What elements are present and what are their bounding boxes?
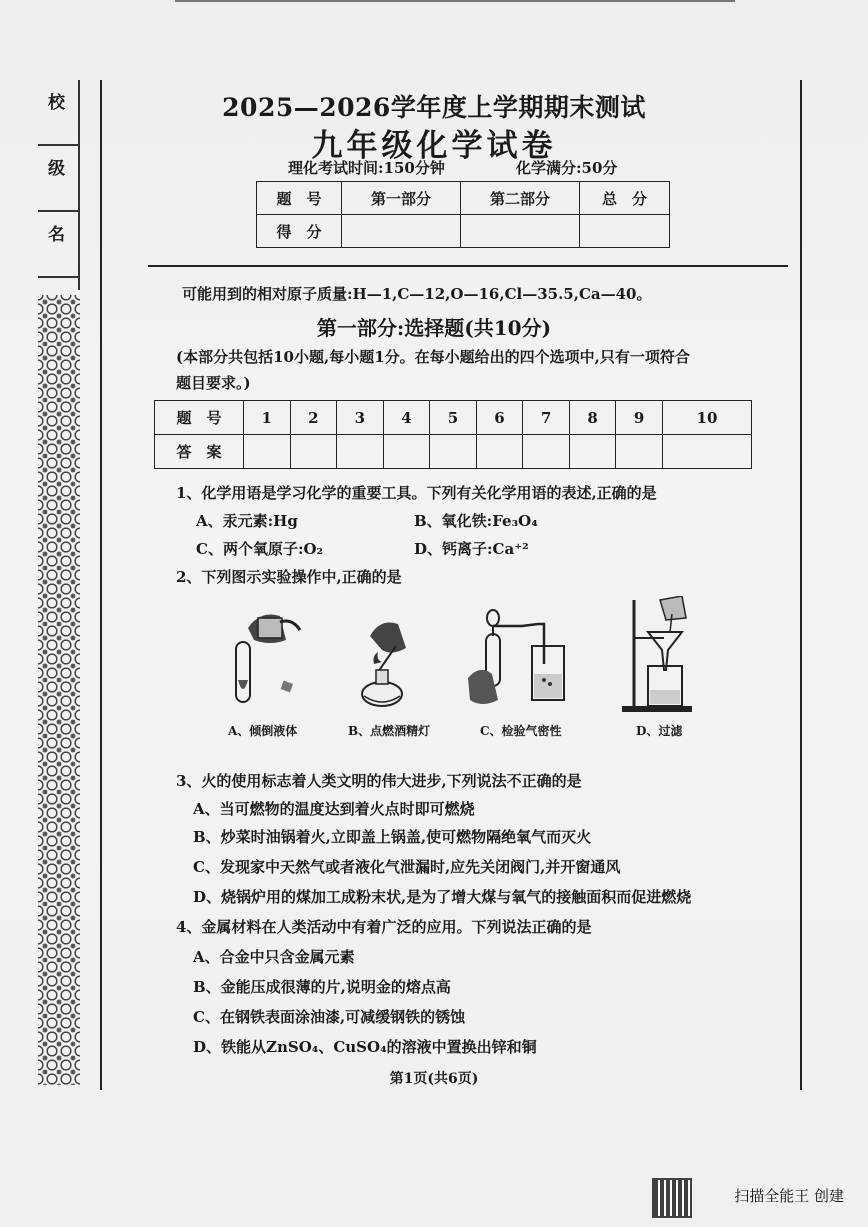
top-border [175,0,735,2]
filtration-illustration [620,596,710,716]
figure-caption-c: C、检验气密性 [480,724,562,738]
right-margin-line [800,80,802,1090]
question-number: 6 [476,401,523,435]
score-table-header: 题 号 [257,182,342,215]
exam-title-term: 2025—2026学年度上学期期末测试 [222,93,646,122]
answer-table-label: 答 案 [155,435,244,469]
question-4-option-c: C、在钢铁表面涂油漆,可减缓钢铁的锈蚀 [193,1008,466,1026]
score-cell[interactable] [342,215,461,248]
part1-instructions: 题目要求。) [176,374,251,392]
part1-title: 第一部分:选择题(共10分) [316,316,552,340]
question-3-stem: 3、火的使用标志着人类文明的伟大进步,下列说法不正确的是 [176,772,582,790]
question-2-stem: 2、下列图示实验操作中,正确的是 [176,568,402,586]
question-number: 2 [290,401,337,435]
question-number: 8 [569,401,616,435]
name-field[interactable]: 名 [38,212,80,278]
question-1-option-c: C、两个氧原子:O₂ [196,540,324,558]
answer-cell[interactable] [290,435,337,469]
question-4-stem: 4、金属材料在人类活动中有着广泛的应用。下列说法正确的是 [176,918,592,936]
question-number: 9 [616,401,663,435]
figure-caption-b: B、点燃酒精灯 [348,724,431,738]
question-3-option-d: D、烧锅炉用的煤加工成粉末状,是为了增大煤与氧气的接触面积而促进燃烧 [193,888,692,906]
question-1-option-a: A、汞元素:Hg [196,512,298,530]
score-table-header: 第一部分 [342,182,461,215]
full-score: 化学满分:50分 [516,159,618,177]
question-number: 5 [430,401,477,435]
answer-cell[interactable] [523,435,570,469]
score-cell[interactable] [580,215,670,248]
lighting-alcohol-lamp-illustration [352,612,432,716]
exam-title-subject: 九年级化学试卷 [311,128,557,164]
question-1-stem: 1、化学用语是学习化学的重要工具。下列有关化学用语的表述,正确的是 [176,484,657,502]
answer-cell[interactable] [616,435,663,469]
score-row-label: 得 分 [257,215,342,248]
answer-cell[interactable] [337,435,384,469]
gas-tightness-illustration [462,604,580,716]
question-3-option-c: C、发现家中天然气或者液化气泄漏时,应先关闭阀门,并开窗通风 [193,858,621,876]
part1-instructions: (本部分共包括10小题,每小题1分。在每小题给出的四个选项中,只有一项符合 [176,348,690,366]
score-table-header: 第二部分 [461,182,580,215]
answer-cell[interactable] [569,435,616,469]
atomic-masses: 可能用到的相对原子质量:H—1,C—12,O—16,Cl—35.5,Ca—40。 [182,285,652,303]
question-number: 7 [523,401,570,435]
figure-caption-a: A、倾倒液体 [228,724,298,738]
question-number: 10 [662,401,751,435]
question-number: 1 [244,401,291,435]
question-4-option-b: B、金能压成很薄的片,说明金的熔点高 [193,978,451,996]
scanner-watermark: 扫描全能王 创建 [734,1187,844,1205]
page-number: 第1页(共6页) [389,1071,479,1087]
question-3-option-a: A、当可燃物的温度达到着火点时即可燃烧 [193,800,475,818]
pouring-liquid-illustration [230,600,310,718]
left-margin-line [100,80,102,1090]
answer-cell[interactable] [383,435,430,469]
question-number: 3 [337,401,384,435]
figure-caption-d: D、过滤 [636,724,683,738]
score-table [256,181,670,248]
answer-table [154,400,752,469]
score-table-header: 总 分 [580,182,670,215]
class-field[interactable]: 级 [38,146,80,212]
question-4-option-d: D、铁能从ZnSO₄、CuSO₄的溶液中置换出锌和铜 [193,1038,537,1056]
answer-cell[interactable] [476,435,523,469]
section-divider [148,265,788,267]
answer-cell[interactable] [662,435,751,469]
question-1-option-b: B、氧化铁:Fe₃O₄ [414,512,538,530]
question-3-option-b: B、炒菜时油锅着火,立即盖上锅盖,使可燃物隔绝氧气而灭火 [193,828,592,846]
answer-cell[interactable] [430,435,477,469]
score-cell[interactable] [461,215,580,248]
exam-time: 理化考试时间:150分钟 [288,159,445,177]
question-4-option-a: A、合金中只含金属元素 [193,948,355,966]
question-1-option-d: D、钙离子:Ca⁺² [414,540,529,558]
question-number: 4 [383,401,430,435]
school-field[interactable]: 校 [38,80,80,146]
answer-table-label: 题 号 [155,401,244,435]
qr-code-icon [652,1178,692,1218]
binding-seal-pattern [38,295,80,1085]
answer-cell[interactable] [244,435,291,469]
